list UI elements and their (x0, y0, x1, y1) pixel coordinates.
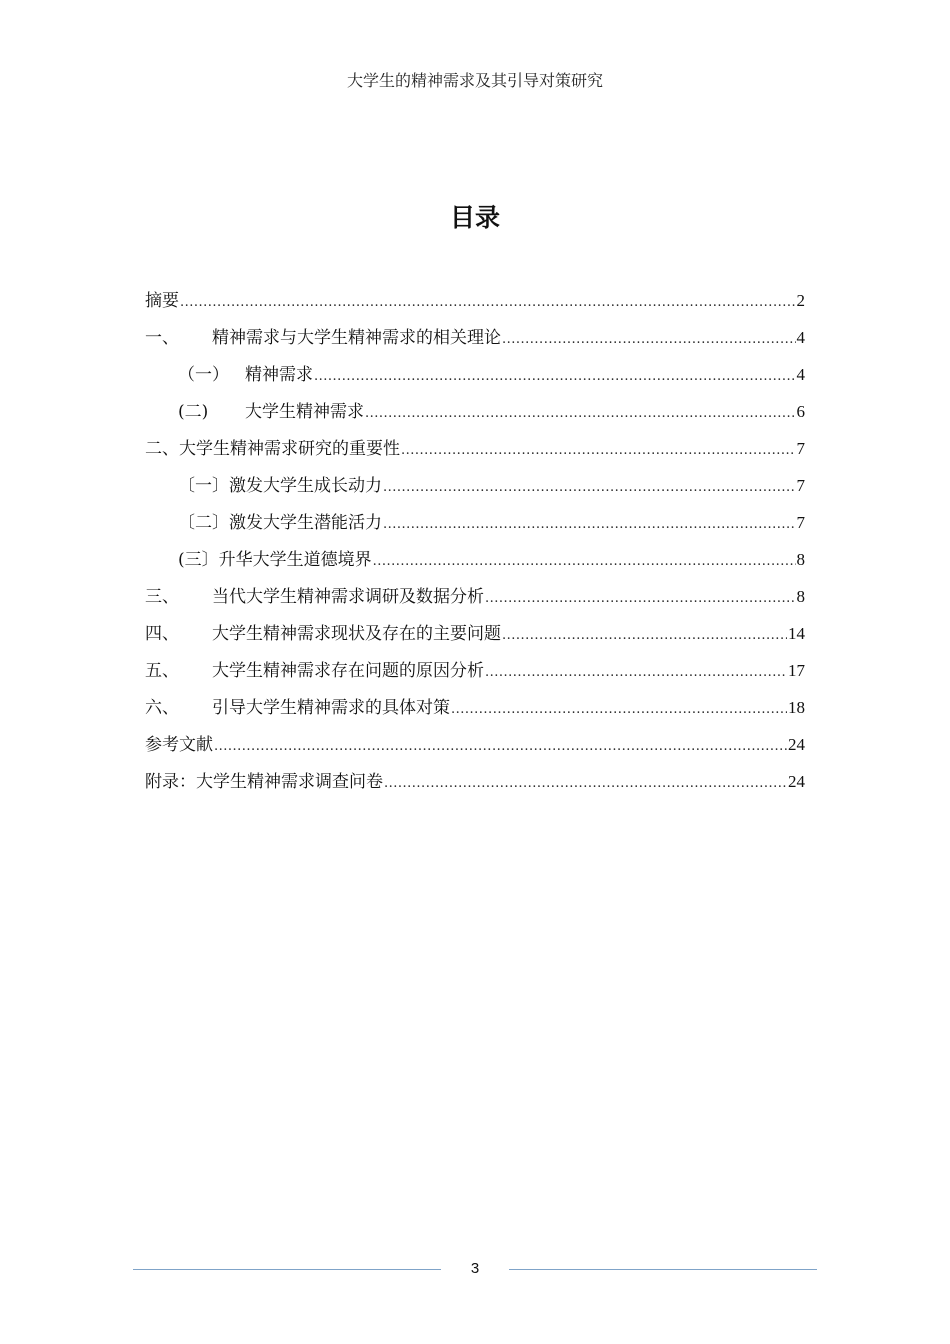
page-footer (133, 1258, 817, 1280)
dot-leader (401, 436, 796, 466)
toc-entry-label: 精神需求与大学生精神需求的相关理论 (212, 328, 501, 348)
toc-entry-section-2-2[interactable] (145, 508, 805, 545)
dot-leader (383, 510, 796, 540)
toc-entry-page: 14 (788, 624, 805, 643)
toc-entry-number: 五、 (145, 661, 179, 681)
toc-entry-appendix[interactable] (145, 767, 805, 804)
toc-entry-page: 2 (796, 291, 805, 310)
toc-entry-label: 〔二〕激发大学生潜能活力 (178, 513, 382, 533)
toc-entry-section-1-2[interactable] (145, 397, 805, 434)
toc-entry-section-1-1[interactable] (145, 360, 805, 397)
toc-entry-chapter-4[interactable] (145, 619, 805, 656)
toc-entry-page: 4 (796, 365, 805, 384)
toc-entry-label: 精神需求 (245, 365, 313, 385)
toc-entry-chapter-1[interactable] (145, 323, 805, 360)
dot-leader (180, 288, 796, 318)
toc-entry-label: 大学生精神需求存在问题的原因分析 (212, 661, 484, 681)
dot-leader (502, 621, 787, 651)
toc-entry-label: 参考文献 (145, 735, 213, 755)
dot-leader (485, 658, 787, 688)
toc-entry-number: 三、 (145, 587, 179, 607)
dot-leader (314, 362, 796, 392)
toc-entry-page: 6 (796, 402, 805, 421)
toc-entry-page: 7 (796, 476, 805, 495)
dot-leader (373, 547, 796, 577)
toc-entry-page: 17 (788, 661, 805, 680)
toc-entry-label: 二、大学生精神需求研究的重要性 (145, 439, 400, 459)
toc-entry-page: 18 (788, 698, 805, 717)
toc-entry-label: 当代大学生精神需求调研及数据分析 (212, 587, 484, 607)
dot-leader (214, 732, 787, 762)
toc-entry-abstract[interactable] (145, 286, 805, 323)
toc-entry-number: (二) (178, 402, 209, 422)
toc-entry-page: 24 (788, 735, 805, 754)
toc-entry-page: 8 (796, 550, 805, 569)
table-of-contents (145, 286, 805, 804)
toc-entry-label: 摘要 (145, 291, 179, 311)
footer-rule-right (509, 1269, 817, 1270)
toc-entry-chapter-6[interactable] (145, 693, 805, 730)
dot-leader (502, 325, 796, 355)
dot-leader (383, 473, 796, 503)
dot-leader (365, 399, 796, 429)
toc-entry-label: 大学生精神需求 (245, 402, 364, 422)
toc-entry-number: （一） (178, 365, 229, 385)
toc-entry-number: 一、 (145, 328, 179, 348)
toc-entry-chapter-2[interactable] (145, 434, 805, 471)
toc-entry-label: 引导大学生精神需求的具体对策 (212, 698, 450, 718)
toc-entry-number: 六、 (145, 698, 179, 718)
toc-entry-label: 附录：大学生精神需求调查问卷 (145, 772, 383, 792)
toc-entry-label: 大学生精神需求现状及存在的主要问题 (212, 624, 501, 644)
toc-entry-label: 〔一〕激发大学生成长动力 (178, 476, 382, 496)
toc-entry-section-2-1[interactable] (145, 471, 805, 508)
dot-leader (485, 584, 796, 614)
toc-entry-number: 四、 (145, 624, 179, 644)
toc-entry-page: 4 (796, 328, 805, 347)
page-number: 3 (470, 1260, 480, 1277)
running-header: 大学生的精神需求及其引导对策研究 (346, 71, 603, 90)
toc-entry-section-2-3[interactable] (145, 545, 805, 582)
toc-entry-page: 7 (796, 439, 805, 458)
toc-title: 目录 (449, 203, 500, 232)
toc-entry-label: (三〕升华大学生道德境界 (178, 550, 372, 570)
toc-entry-page: 8 (796, 587, 805, 606)
toc-entry-page: 24 (788, 772, 805, 791)
dot-leader (384, 769, 787, 799)
toc-entry-chapter-3[interactable] (145, 582, 805, 619)
toc-entry-references[interactable] (145, 730, 805, 767)
toc-entry-chapter-5[interactable] (145, 656, 805, 693)
toc-entry-page: 7 (796, 513, 805, 532)
dot-leader (451, 695, 787, 725)
